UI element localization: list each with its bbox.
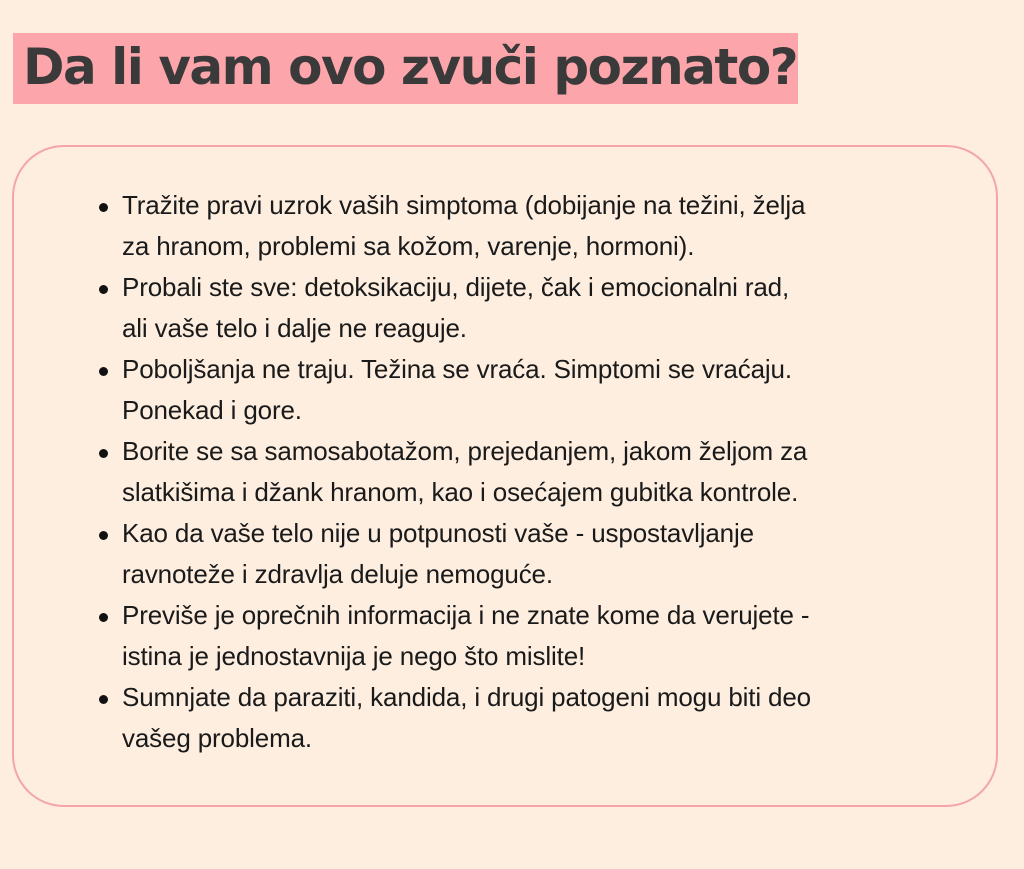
symptoms-card [12,145,998,807]
list-item-line: istina je jednostavnija je nego što mislite! [122,641,586,671]
list-item-line: ali vaše telo i dalje ne reaguje. [122,313,467,343]
list-item-line: za hranom, problemi sa kožom, varenje, hormoni). [122,231,695,261]
list-item-line: Sumnjate da paraziti, kandida, i drugi patogeni mogu biti deo [122,682,811,712]
bullet-dot-icon [99,695,108,704]
symptoms-list [14,185,811,759]
bullet-dot-icon [99,285,108,294]
list-item-line: Probali ste sve: detoksikaciju, dijete, čak i emocionalni rad, [122,272,790,302]
bullet-dot-icon [99,531,108,540]
bullet-dot-icon [99,449,108,458]
list-item [14,513,811,595]
list-item [14,431,811,513]
list-item-line: ravnoteže i zdravlja deluje nemoguće. [122,559,553,589]
list-item [14,267,811,349]
list-item-line: slatkišima i džank hranom, kao i osećajem gubitka kontrole. [122,477,799,507]
list-item-line: vašeg problema. [122,723,312,753]
list-item [14,349,811,431]
list-item [14,677,811,759]
list-item-line: Borite se sa samosabotažom, prejedanjem, jakom željom za [122,436,808,466]
list-item [14,595,811,677]
list-item-line: Poboljšanja ne traju. Težina se vraća. Simptomi se vraćaju. [122,354,792,384]
bullet-dot-icon [99,613,108,622]
headline-banner [13,33,798,104]
page-title: Da li vam ovo zvuči poznato? [23,37,798,96]
bullet-dot-icon [99,367,108,376]
list-item-line: Ponekad i gore. [122,395,302,425]
list-item-line: Tražite pravi uzrok vaših simptoma (dobijanje na težini, želja [122,190,806,220]
list-item [14,185,811,267]
bullet-dot-icon [99,203,108,212]
list-item-line: Previše je oprečnih informacija i ne znate kome da verujete - [122,600,810,630]
list-item-line: Kao da vaše telo nije u potpunosti vaše - uspostavljanje [122,518,754,548]
